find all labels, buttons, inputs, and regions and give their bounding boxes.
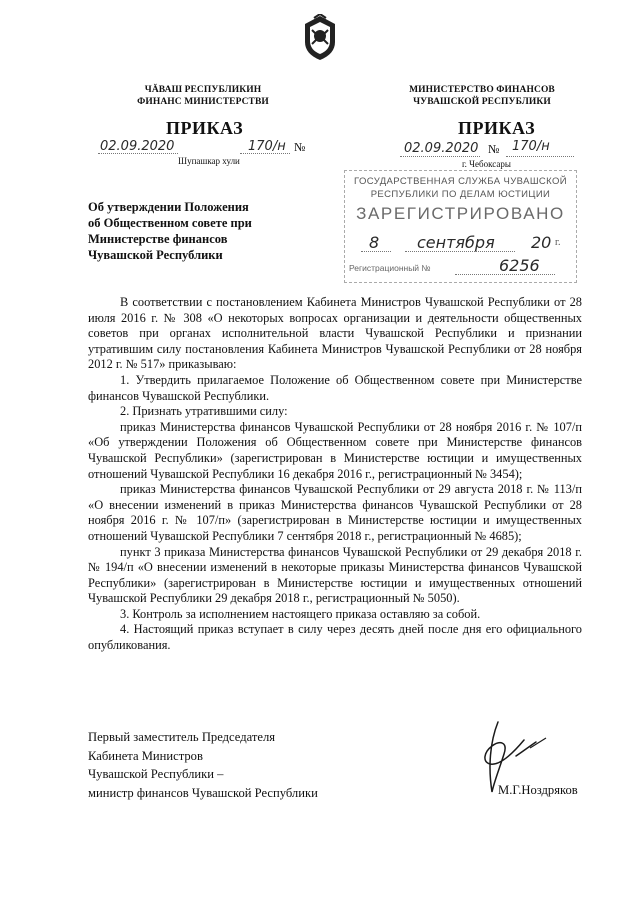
title-line1: Об утверждении Положения (88, 200, 249, 214)
signatory-line1: Первый заместитель Председателя (88, 730, 276, 744)
stamp-month: сентября (417, 233, 495, 252)
prikaz-left-date-line (98, 153, 178, 154)
prikaz-left-number-sign: № (294, 140, 306, 154)
order-title (88, 199, 278, 263)
header-right-line2: ЧУВАШСКОЙ РЕСПУБЛИКИ (413, 97, 551, 107)
title-line3: Министерстве финансов (88, 232, 228, 246)
stamp-reg-line (455, 274, 555, 275)
body-paragraph-1: В соответствии с постановлением Кабинета Министров Чувашской Республики от 28 июля 2016 г. № 308 «О некоторых вопросах организации и деятельности общественных советов при органах исполнительной власти Чувашской Республики и признании утратившим силу постановления Кабинета Министров Чувашской Республики от 28 ноября 2012 г. № 517» приказываю: (88, 295, 582, 372)
stamp-year-suffix: г. (555, 237, 561, 248)
stamp-year: 20 (531, 233, 552, 252)
chuvash-emblem-icon (300, 14, 340, 62)
title-line2: об Общественном совете при (88, 216, 252, 230)
stamp-day: 8 (369, 233, 380, 252)
stamp-line2: РЕСПУБЛИКИ ПО ДЕЛАМ ЮСТИЦИИ (370, 189, 551, 200)
ministry-header-russian (392, 84, 572, 108)
signatory-line4: министр финансов Чувашской Республики (88, 785, 318, 800)
stamp-reg-number: 6256 (499, 256, 540, 275)
stamp-month-line (405, 251, 515, 252)
body-paragraph-4: приказ Министерства финансов Чувашской Республики от 28 ноября 2016 г. № 107/п «Об утверждении Положения об Общественном совете при Министерстве финансов Чувашской Республики» (зарегистрирован в Министерстве юстиции и имущественных отношений Чувашской Республики 16 декабря 2016 г., регистрационный № 3454); (88, 419, 582, 481)
prikaz-title-left: ПРИКАЗ (166, 118, 244, 138)
prikaz-title-right: ПРИКАЗ (458, 118, 536, 138)
body-paragraph-7: 3. Контроль за исполнением настоящего приказа оставляю за собой. (120, 606, 481, 621)
prikaz-right-number: 170/н (512, 139, 550, 154)
ministry-header-chuvash (122, 84, 284, 108)
stamp-registered: ЗАРЕГИСТРИРОВАНО (356, 204, 565, 223)
prikaz-left-number: 170/н (248, 139, 286, 154)
stamp-reg-label: Регистрационный № (349, 263, 431, 273)
prikaz-right-number-sign: № (488, 142, 500, 156)
body-paragraph-3: 2. Признать утратившими силу: (120, 404, 288, 419)
prikaz-left-place: Шупашкар хули (178, 156, 240, 166)
registration-stamp (344, 170, 577, 283)
title-line4: Чувашской Республики (88, 248, 223, 262)
stamp-line1: ГОСУДАРСТВЕННАЯ СЛУЖБА ЧУВАШСКОЙ (353, 176, 568, 187)
prikaz-right-date: 02.09.2020 (404, 141, 479, 156)
header-left-line2: ФИНАНС МИНИСТЕРСТВИ (137, 97, 269, 107)
body-paragraph-5: приказ Министерства финансов Чувашской Республики от 29 августа 2018 г. № 113/п «О внесении изменений в приказ Министерства финансов Чувашской Республики от 28 ноября 2016 г. № 107/п» (зарегистрирован в Министерстве юстиции и имущественных отношений Чувашской Республики 7 сентября 2018 г., регистрационный № 4685); (88, 482, 582, 543)
body-paragraph-6: пункт 3 приказа Министерства финансов Чувашской Республики от 29 декабря 2018 г. № 194/п «О внесении изменений в некоторые приказы Министерства финансов Чувашской Республики» (зарегистрирован в Министерстве юстиции и имущественных отношений Чувашской Республики 29 декабря 2018 г., регистрационный № 5050). (88, 544, 582, 606)
body-paragraph-8: 4. Настоящий приказ вступает в силу через десять дней после дня его официального опубликования. (88, 622, 582, 653)
header-right-line1: МИНИСТЕРСТВО ФИНАНСОВ (409, 85, 555, 95)
stamp-day-line (361, 251, 391, 252)
header-left-line1: ЧĂВАШ РЕСПУБЛИКИН (144, 85, 262, 95)
prikaz-left-date: 02.09.2020 (100, 139, 175, 154)
order-body (88, 295, 582, 654)
prikaz-right-number-line (506, 156, 574, 157)
prikaz-right-place: г. Чебоксары (462, 159, 511, 169)
prikaz-left-number-line (240, 153, 290, 154)
body-paragraph-2: 1. Утвердить прилагаемое Положение об Общественном совете при Министерстве финансов Чувашской Республики. (88, 372, 582, 403)
signatory-line2: Кабинета Министров (88, 748, 203, 763)
signatory-line3: Чувашской Республики – (88, 767, 224, 782)
signatory-title (88, 728, 318, 802)
prikaz-right-date-line (400, 156, 480, 157)
signatory-name: М.Г.Ноздряков (498, 783, 578, 797)
